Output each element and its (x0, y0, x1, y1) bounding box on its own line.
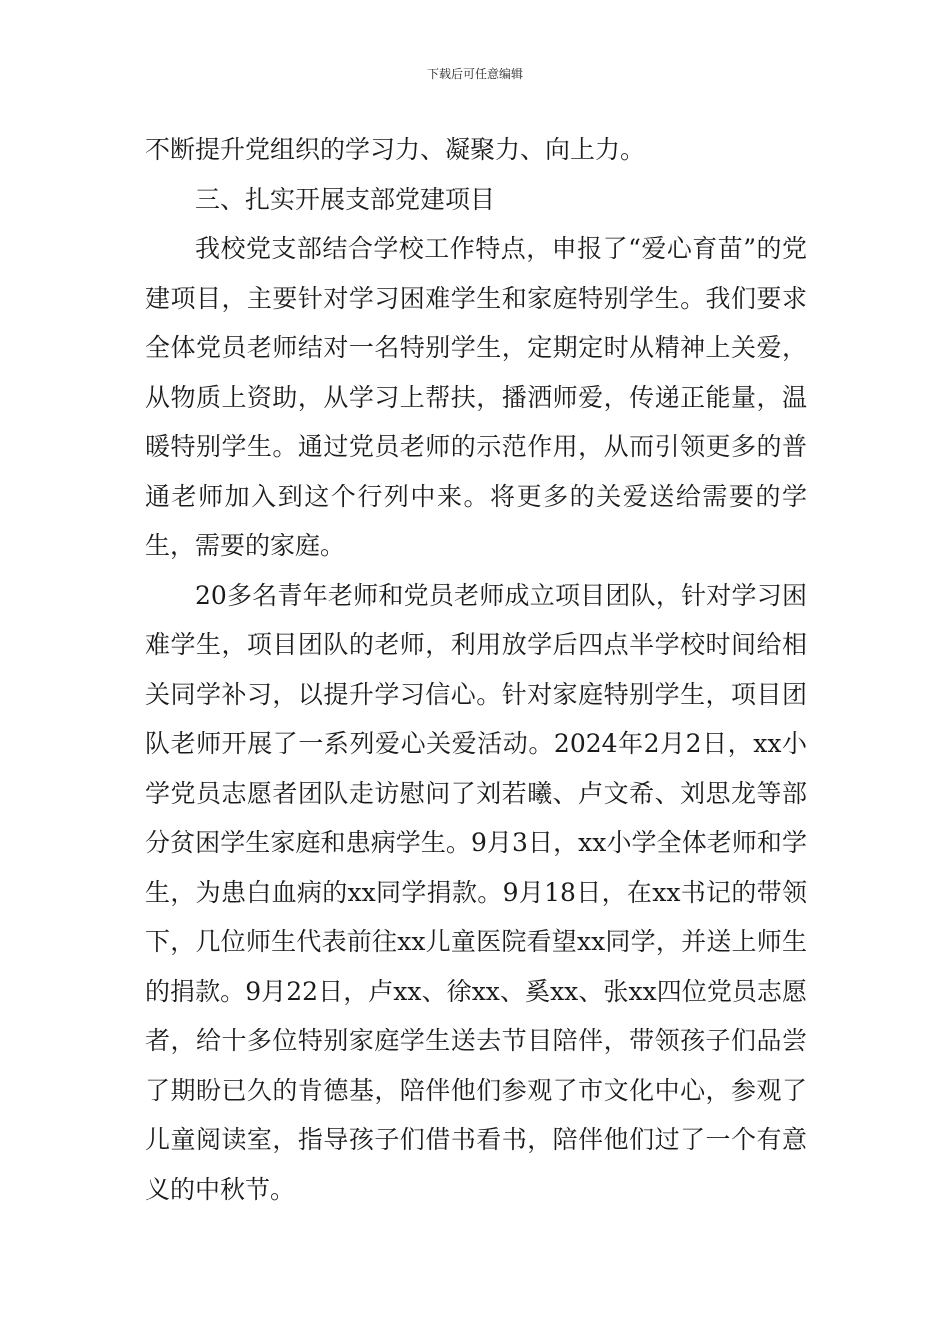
paragraph-project-intro: 我校党支部结合学校工作特点，申报了“爱心育苗”的党建项目，主要针对学习困难学生和家庭特别学生。我们要求全体党员老师结对一名特别学生，定期定时从精神上关爱，从物质上资助，从学习上帮扶，播洒师爱，传递正能量，温暖特别学生。通过党员老师的示范作用，从而引领更多的普通老师加入到这个行列中来。将更多的关爱送给需要的学生，需要的家庭。 (145, 234, 807, 560)
paragraph-continuation: 不断提升党组织的学习力、凝聚力、向上力。 (145, 135, 646, 164)
page-header-note: 下载后可任意编辑 (426, 67, 523, 81)
section-heading: 三、扎实开展支部党建项目 (195, 184, 496, 214)
paragraph-project-activities: 20多名青年老师和党员老师成立项目团队，针对学习困难学生，项目团队的老师，利用放学后四点半学校时间给相关同学补习，以提升学习信心。针对家庭特别学生，项目团队老师开展了一系列爱心关爱活动。2024年2月2日，xx小学党员志愿者团队走访慰问了刘若曦、卢文希、刘思龙等部分贫困学生家庭和患病学生。9月3日，xx小学全体老师和学生，为患白血病的xx同学捐款。9月18日，在xx书记的带领下，几位师生代表前往xx儿童医院看望xx同学，并送上师生的捐款。9月22日，卢xx、徐xx、奚xx、张xx四位党员志愿者，给十多位特别家庭学生送去节目陪伴，带领孩子们品尝了期盼已久的肯德基，陪伴他们参观了市文化中心，参观了儿童阅读室，指导孩子们借书看书，陪伴他们过了一个有意义的中秋节。 (145, 580, 807, 1204)
document-body (145, 125, 807, 1214)
